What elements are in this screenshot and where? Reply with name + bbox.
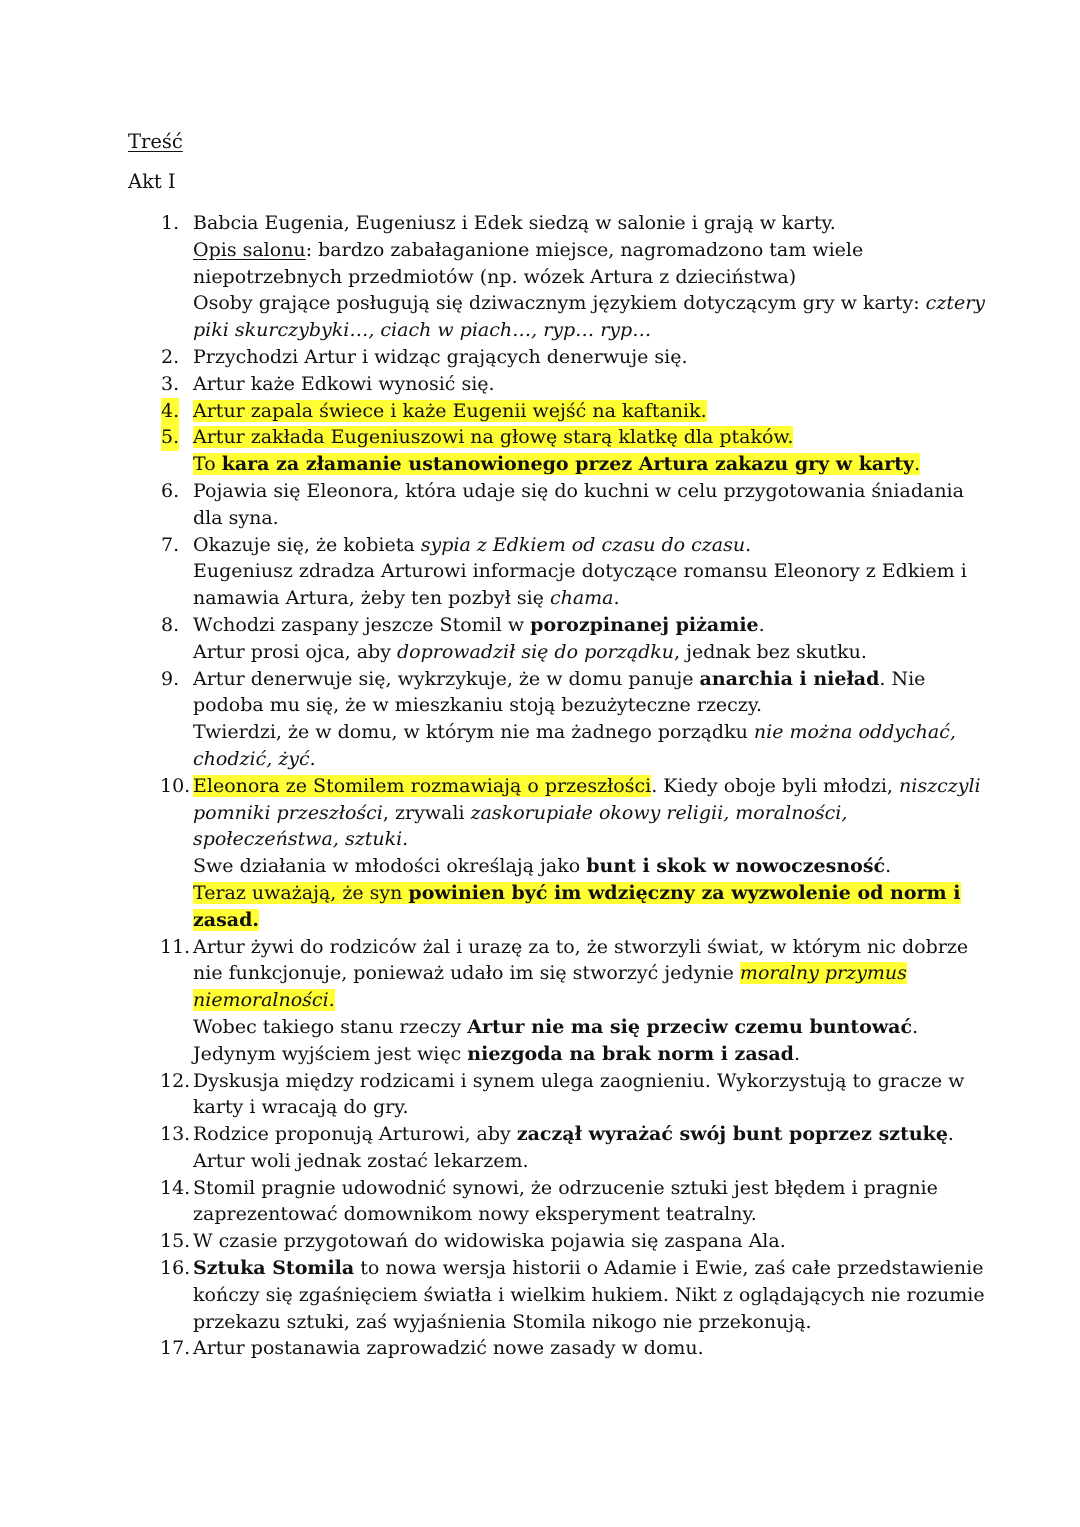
text-segment: Rodzice proponują Arturowi, aby: [193, 1123, 517, 1146]
text-segment: to nowa wersja historii o Adamie i Ewie, zaś całe przedstawienie kończy się zgaśnięciem światła i wielkim hukiem. Nikt z oglądających nie rozumie przekazu sztuki, zaś wyjaśnienia Stomila nikogo nie przekonują.: [193, 1257, 985, 1333]
item-number: 15.: [160, 1230, 191, 1253]
text-segment: . Artur woli jednak zostać lekarzem.: [193, 1123, 954, 1172]
list-item: [128, 371, 988, 398]
text-segment: powinien być im wdzięczny za wyzwolenie od norm i zasad.: [193, 881, 961, 931]
text-segment: niszczyli pomniki przeszłości: [193, 774, 981, 824]
act-heading: Akt I: [128, 170, 176, 193]
text-segment: Sztuka Stomila: [193, 1257, 355, 1280]
item-paragraph: [193, 237, 988, 291]
text-segment: . Nie podoba mu się, że w mieszkaniu stoją bezużyteczne rzeczy.: [193, 667, 926, 717]
item-paragraph: [193, 424, 988, 451]
text-segment: , zrywali: [382, 801, 471, 824]
text-segment: Artur postanawia zaprowadzić nowe zasady w domu.: [193, 1337, 704, 1360]
text-segment: Twierdzi, że w domu, w którym nie ma żadnego porządku: [193, 721, 754, 744]
text-segment: sypia z Edkiem od czasu do czasu: [420, 533, 746, 556]
text-segment: Osoby grające posługują się dziwacznym językiem dotyczącym gry w karty:: [193, 292, 926, 315]
text-segment: Pojawia się Eleonora, która udaje się do kuchni w celu przygotowania śniadania dla syna.: [193, 479, 964, 529]
list-item: [128, 934, 988, 1068]
text-segment: .: [745, 533, 752, 556]
list-item: [128, 1255, 988, 1335]
item-paragraph: [193, 558, 988, 612]
text-segment: zaczął wyrażać swój bunt poprzez sztukę: [516, 1123, 948, 1146]
item-paragraph: [193, 1175, 988, 1229]
item-number: 6.: [161, 479, 180, 502]
item-number: 2.: [161, 345, 180, 368]
text-segment: anarchia i nieład: [699, 667, 880, 690]
list-item: [128, 1068, 988, 1122]
item-number: 10.: [160, 774, 191, 797]
text-segment: Artur zapala świece i każe Eugenii wejść na kaftanik.: [193, 399, 707, 422]
list-item: [128, 1121, 988, 1175]
item-paragraph: [193, 371, 988, 398]
text-segment: doprowadził się do porządku: [397, 640, 675, 663]
text-segment: Okazuje się, że kobieta: [193, 533, 421, 556]
item-paragraph: [193, 1335, 988, 1362]
item-paragraph: [193, 532, 988, 559]
text-segment: , jednak bez skutku.: [674, 640, 867, 663]
list-item: [128, 210, 988, 344]
text-segment: bunt i skok w nowoczesność: [586, 855, 886, 878]
text-segment: Eleonora ze Stomilem rozmawiają o przeszłości: [193, 774, 652, 797]
item-paragraph: [193, 639, 988, 666]
list-item: [128, 532, 988, 612]
item-paragraph: [193, 1121, 988, 1175]
text-segment: . Jedynym wyjściem jest więc: [193, 1015, 919, 1065]
item-number: 12.: [160, 1069, 191, 1092]
item-paragraph: [193, 1014, 988, 1068]
text-segment: Artur denerwuje się, wykrzykuje, że w domu panuje: [193, 667, 700, 690]
list-item: [128, 424, 988, 478]
item-paragraph: [193, 290, 988, 344]
text-segment: W czasie przygotowań do widowiska pojawia się zaspana Ala.: [193, 1230, 786, 1253]
item-number: 13.: [160, 1123, 191, 1146]
text-segment: Artur każe Edkowi wynosić się.: [193, 372, 495, 395]
text-segment: Wchodzi zaspany jeszcze Stomil w: [193, 613, 531, 636]
text-segment: Artur nie ma się przeciw czemu buntować: [467, 1015, 913, 1038]
text-segment: .: [885, 855, 892, 878]
text-segment: Stomil pragnie udowodnić synowi, że odrzucenie sztuki jest błędem i pragnie zaprezentować domownikom nowy eksperyment teatralny.: [193, 1176, 938, 1226]
text-segment: Babcia Eugenia, Eugeniusz i Edek siedzą w salonie i grają w karty.: [193, 212, 836, 234]
list-item: [128, 1335, 988, 1362]
text-segment: .: [613, 587, 620, 610]
document-page: [128, 128, 988, 1362]
item-paragraph: [193, 880, 988, 934]
text-segment: Artur zakłada Eugeniuszowi na głowę starą klatkę dla ptaków.: [193, 426, 794, 449]
item-paragraph: [193, 478, 988, 532]
item-paragraph: [193, 612, 988, 639]
item-paragraph: [193, 1068, 988, 1122]
text-segment: Wobec takiego stanu rzeczy: [193, 1015, 468, 1038]
item-number: 16.: [160, 1257, 191, 1280]
list-item: [128, 398, 988, 425]
text-segment: chama: [549, 587, 614, 610]
item-paragraph: [193, 398, 988, 425]
list-item: [128, 1175, 988, 1229]
text-segment: Teraz uważają, że syn: [193, 881, 409, 904]
text-segment: zaskorupiałe okowy religii, moralności, społeczeństwa, sztuki.: [193, 801, 848, 851]
item-paragraph: [193, 934, 988, 1014]
text-segment: Artur prosi ojca, aby: [193, 640, 397, 663]
item-number: 9.: [161, 667, 180, 690]
item-paragraph: [193, 1255, 988, 1335]
text-segment: Dyskusja między rodzicami i synem ulega zaognieniu. Wykorzystują to gracze w karty i wracają do gry.: [193, 1069, 965, 1119]
item-paragraph: [193, 451, 988, 478]
list-item: [128, 344, 988, 371]
item-paragraph: [193, 1228, 988, 1255]
text-segment: niezgoda na brak norm i zasad: [467, 1042, 794, 1065]
list-item: [128, 1228, 988, 1255]
text-segment: Opis salonu: [193, 238, 306, 261]
item-paragraph: [193, 344, 988, 371]
text-segment: To: [193, 453, 222, 476]
list-item: [128, 612, 988, 666]
item-number: 17.: [160, 1337, 191, 1360]
text-segment: Eugeniusz zdradza Arturowi informacje dotyczące romansu Eleonory z Edkiem i namawia Artura, żeby ten pozbył się: [193, 560, 967, 610]
item-paragraph: [193, 853, 988, 880]
text-segment: : bardzo zabałaganione miejsce, nagromadzono tam wiele niepotrzebnych przedmiotów (np. wózek Artura z dzieciństwa): [193, 238, 864, 288]
item-paragraph: [193, 719, 988, 773]
text-segment: porozpinanej piżamie: [530, 613, 759, 636]
list-item: [128, 773, 988, 934]
item-number: 11.: [160, 935, 191, 958]
item-number: 14.: [160, 1176, 191, 1199]
item-paragraph: [193, 666, 988, 720]
list-item: [128, 666, 988, 773]
text-segment: kara za złamanie ustanowionego przez Artura zakazu gry w karty: [221, 453, 915, 476]
item-paragraph: [193, 773, 988, 853]
item-number: 3.: [161, 372, 180, 395]
text-segment: cztery piki skurczybyki…, ciach w piach…, ryp… ryp…: [193, 292, 986, 342]
text-segment: moralny przymus niemoralności.: [193, 962, 907, 1012]
text-segment: . Kiedy oboje byli młodzi,: [651, 774, 899, 797]
list-item: [128, 478, 988, 532]
text-segment: .: [914, 453, 921, 476]
item-number: 7.: [161, 533, 180, 556]
text-segment: Swe działania w młodości określają jako: [193, 855, 587, 878]
section-heading: Treść: [128, 130, 183, 153]
item-number: 1.: [161, 212, 180, 234]
text-segment: Artur żywi do rodziców żal i urazę za to, że stworzyli świat, w którym nic dobrze nie funkcjonuje, ponieważ udało im się stworzyć jedynie: [193, 935, 969, 985]
item-number: 5.: [161, 424, 179, 451]
text-segment: .: [758, 613, 765, 636]
text-segment: .: [793, 1042, 800, 1065]
item-number: 4.: [161, 398, 179, 425]
item-number: 8.: [161, 613, 180, 636]
text-segment: nie można oddychać, chodzić, żyć.: [193, 721, 956, 770]
item-paragraph: [193, 210, 988, 237]
summary-list: [128, 210, 988, 1362]
text-segment: Przychodzi Artur i widząc grających denerwuje się.: [193, 345, 688, 368]
